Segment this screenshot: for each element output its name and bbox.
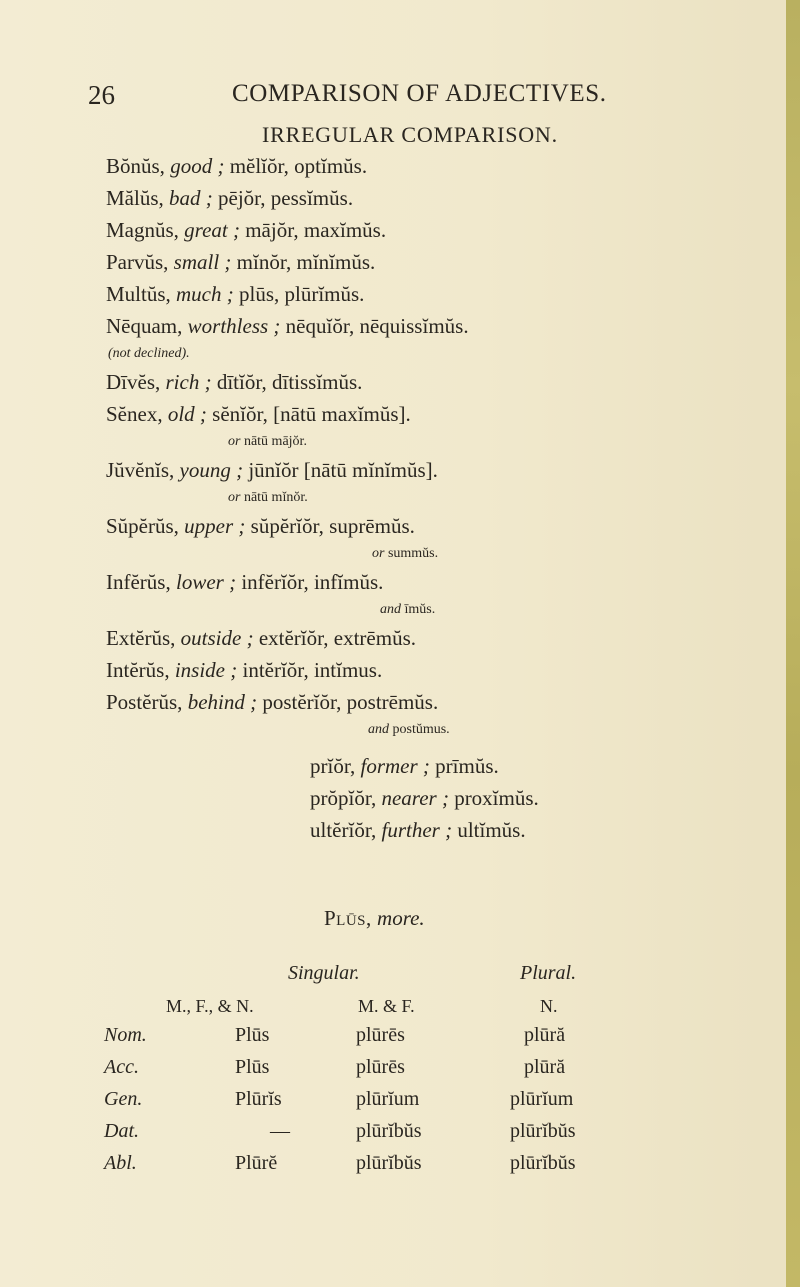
entry-dives bbox=[106, 370, 362, 395]
case-label: Abl. bbox=[104, 1152, 137, 1174]
table-cell: plūră bbox=[524, 1024, 566, 1046]
note-text: nātū mĭnŏr. bbox=[243, 490, 308, 505]
entry-multus bbox=[106, 282, 364, 307]
entry-word: Magnŭs, bbox=[106, 218, 179, 242]
running-head: COMPARISON OF ADJECTIVES. bbox=[232, 80, 607, 107]
table-cell: plūrĭbŭs bbox=[510, 1152, 576, 1174]
table-cell: plūră bbox=[524, 1056, 566, 1078]
entry-word: Multŭs, bbox=[106, 282, 171, 306]
entry-forms: mājŏr, maxĭmŭs. bbox=[245, 218, 387, 242]
singular-label: Singular. bbox=[288, 962, 360, 984]
entry-meaning: lower ; bbox=[175, 570, 237, 594]
entry-word: Mălŭs, bbox=[106, 186, 164, 210]
entry-word: Intĕrŭs, bbox=[106, 658, 170, 682]
entry-forms: mĕlĭŏr, optĭmŭs. bbox=[229, 154, 368, 178]
entry-word: Nēquam, bbox=[106, 314, 183, 338]
case-label: Dat. bbox=[104, 1120, 139, 1142]
note-or: or bbox=[372, 546, 385, 561]
entry-superus bbox=[106, 514, 415, 539]
table-cell: plūrēs bbox=[356, 1024, 405, 1046]
extra-form-a: prĭŏr, bbox=[310, 754, 356, 778]
entry-word: Bŏnŭs, bbox=[106, 154, 165, 178]
note-not-declined: (not declined). bbox=[108, 346, 190, 361]
entry-forms: infĕrĭŏr, infĭmŭs. bbox=[241, 570, 384, 594]
section-title: IRREGULAR COMPARISON. bbox=[262, 122, 558, 147]
entry-forms: sĕnĭŏr, [nātū maxĭmŭs]. bbox=[212, 402, 411, 426]
entry-forms: mĭnŏr, mĭnĭmŭs. bbox=[236, 250, 376, 274]
entry-meaning: good ; bbox=[170, 154, 225, 178]
table-cell: plūrĭbŭs bbox=[356, 1120, 422, 1142]
extra-form-b: proxĭmŭs. bbox=[454, 786, 539, 810]
note-and: and bbox=[368, 722, 389, 737]
entry-meaning: young ; bbox=[179, 458, 244, 482]
entry-posterus bbox=[106, 690, 438, 715]
entry-meaning: bad ; bbox=[169, 186, 213, 210]
note-natu-major bbox=[228, 434, 307, 450]
entry-forms: plūs, plūrĭmŭs. bbox=[239, 282, 365, 306]
entry-word: Parvŭs, bbox=[106, 250, 169, 274]
entry-word: Sĕnex, bbox=[106, 402, 163, 426]
entry-bonus bbox=[106, 154, 367, 179]
entry-meaning: outside ; bbox=[180, 626, 254, 650]
table-cell: plūrēs bbox=[356, 1056, 405, 1078]
extra-form-a: ultĕrĭŏr, bbox=[310, 818, 377, 842]
table-cell: Plūs bbox=[235, 1024, 270, 1046]
entry-forms: intĕrĭŏr, intĭmus. bbox=[242, 658, 383, 682]
entry-word: Jŭvĕnĭs, bbox=[106, 458, 175, 482]
case-label: Gen. bbox=[104, 1088, 143, 1110]
extra-prior bbox=[310, 754, 499, 779]
entry-exterus bbox=[106, 626, 416, 651]
entry-forms: nēquĭŏr, nēquissĭmŭs. bbox=[285, 314, 469, 338]
entry-forms: postĕrĭŏr, postrēmŭs. bbox=[262, 690, 439, 714]
note-or: or bbox=[228, 490, 241, 505]
entry-inferus bbox=[106, 570, 383, 595]
case-label: Acc. bbox=[104, 1056, 139, 1078]
case-label: Nom. bbox=[104, 1024, 147, 1046]
note-or: or bbox=[228, 434, 241, 449]
plus-title-word: Plūs, bbox=[324, 906, 372, 930]
plus-title bbox=[324, 906, 425, 931]
table-cell: plūrĭbŭs bbox=[356, 1152, 422, 1174]
table-cell: — bbox=[270, 1120, 290, 1142]
entry-meaning: behind ; bbox=[187, 690, 258, 714]
table-cell: Plūrĭs bbox=[235, 1088, 282, 1110]
table-cell: plūrĭum bbox=[356, 1088, 420, 1110]
entry-nequam bbox=[106, 314, 469, 339]
note-text: summŭs. bbox=[387, 546, 439, 561]
entry-meaning: upper ; bbox=[184, 514, 246, 538]
table-cell: Plūs bbox=[235, 1056, 270, 1078]
note-natu-minor bbox=[228, 490, 308, 506]
note-text: nātū mājŏr. bbox=[243, 434, 307, 449]
extra-form-b: ultĭmŭs. bbox=[457, 818, 526, 842]
entry-meaning: inside ; bbox=[174, 658, 238, 682]
entry-meaning: old ; bbox=[167, 402, 207, 426]
note-text: īmŭs. bbox=[404, 602, 436, 617]
entry-word: Infĕrŭs, bbox=[106, 570, 171, 594]
extra-form-b: prīmŭs. bbox=[435, 754, 499, 778]
entry-word: Extĕrŭs, bbox=[106, 626, 176, 650]
page-number: 26 bbox=[88, 80, 115, 110]
col-header-mf: M. & F. bbox=[358, 996, 415, 1016]
extra-propior bbox=[310, 786, 539, 811]
plus-title-meaning: more. bbox=[377, 906, 425, 930]
entry-juvenis bbox=[106, 458, 438, 483]
table-cell: Plūrĕ bbox=[235, 1152, 278, 1174]
entry-forms: pējŏr, pessĭmŭs. bbox=[218, 186, 354, 210]
entry-meaning: small ; bbox=[173, 250, 232, 274]
table-cell: plūrĭbŭs bbox=[510, 1120, 576, 1142]
entry-meaning: rich ; bbox=[165, 370, 212, 394]
page-edge bbox=[786, 0, 800, 1287]
entry-word: Sŭpĕrŭs, bbox=[106, 514, 179, 538]
entry-forms: jūnĭŏr [nātū mĭnĭmŭs]. bbox=[248, 458, 438, 482]
entry-meaning: great ; bbox=[184, 218, 240, 242]
extra-meaning: nearer ; bbox=[381, 786, 449, 810]
extra-ulterior bbox=[310, 818, 526, 843]
extra-form-a: prŏpĭŏr, bbox=[310, 786, 377, 810]
table-cell: plūrĭum bbox=[510, 1088, 574, 1110]
entry-magnus bbox=[106, 218, 386, 243]
col-header-n: N. bbox=[540, 996, 558, 1016]
entry-word: Postĕrŭs, bbox=[106, 690, 183, 714]
entry-meaning: much ; bbox=[176, 282, 234, 306]
entry-forms: sŭpĕrĭŏr, suprēmŭs. bbox=[250, 514, 415, 538]
entry-forms: dītĭŏr, dītissĭmŭs. bbox=[216, 370, 363, 394]
entry-senex bbox=[106, 402, 411, 427]
note-and: and bbox=[380, 602, 401, 617]
entry-malus bbox=[106, 186, 353, 211]
entry-word: Dīvĕs, bbox=[106, 370, 161, 394]
note-text: postŭmus. bbox=[392, 722, 450, 737]
extra-meaning: further ; bbox=[381, 818, 453, 842]
note-imus bbox=[380, 602, 435, 618]
entry-parvus bbox=[106, 250, 375, 275]
note-postumus bbox=[368, 722, 450, 738]
extra-meaning: former ; bbox=[360, 754, 430, 778]
plural-label: Plural. bbox=[520, 962, 577, 984]
entry-interus bbox=[106, 658, 382, 683]
col-header-mfn: M., F., & N. bbox=[166, 996, 254, 1016]
entry-forms: extĕrĭŏr, extrēmŭs. bbox=[258, 626, 416, 650]
entry-meaning: worthless ; bbox=[187, 314, 281, 338]
note-summus bbox=[372, 546, 438, 562]
